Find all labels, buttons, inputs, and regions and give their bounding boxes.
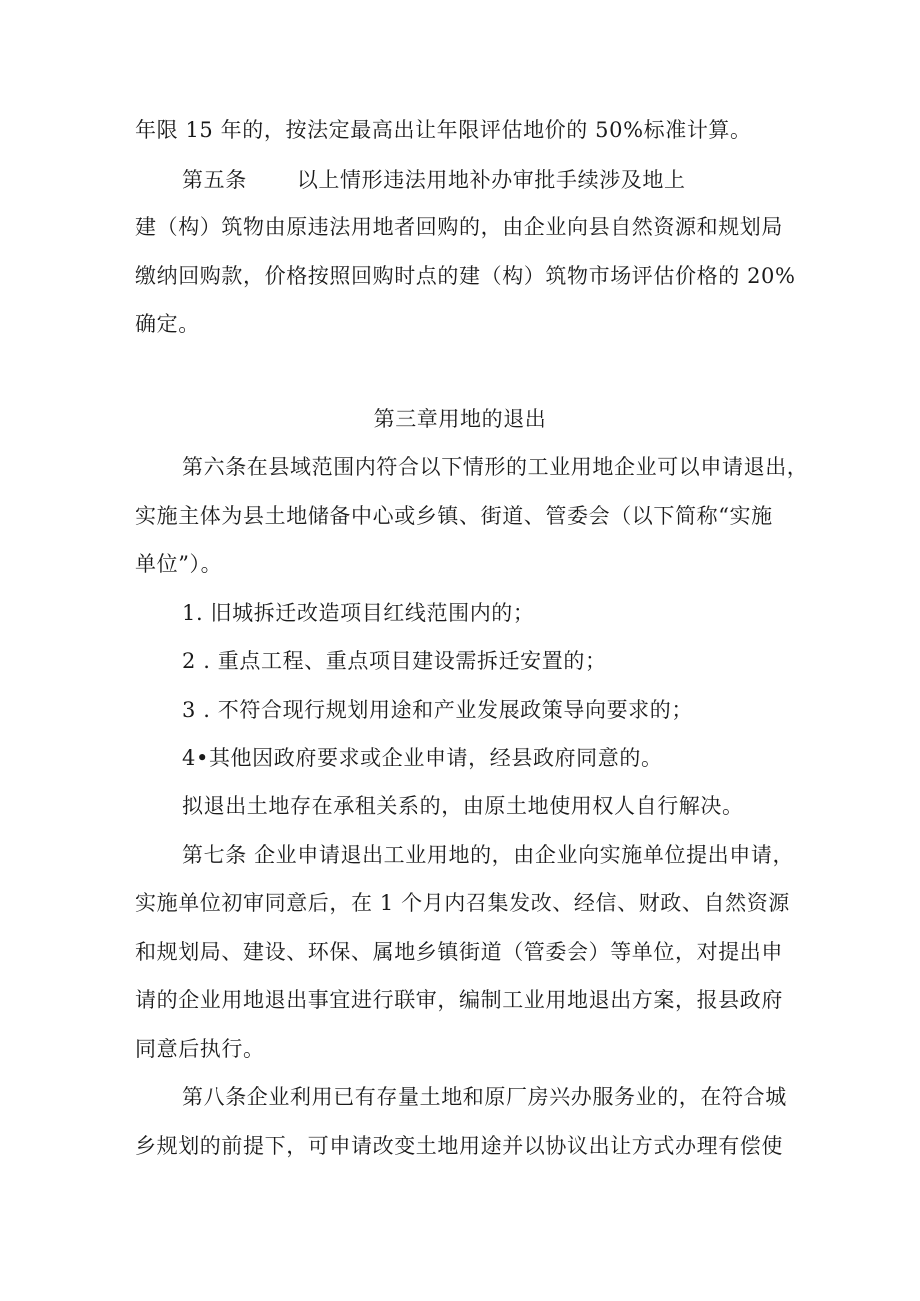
paragraph-line: 和规划局、建设、环保、属地乡镇街道（管委会）等单位，对提出申: [135, 940, 783, 964]
list-item: 1. 旧城拆迁改造项目红线范围内的；: [182, 601, 535, 625]
article-5-text: 以上情形违法用地补办审批手续涉及地上: [296, 168, 686, 192]
paragraph-line: 缴纳回购款，价格按照回购时点的建（构）筑物市场评估价格的 20%: [135, 264, 796, 288]
list-item: 2 . 重点工程、重点项目建设需拆迁安置的；: [182, 649, 607, 673]
chapter-title: 第三章用地的退出: [373, 407, 547, 431]
paragraph-line: 拟退出土地存在承租关系的，由原土地使用权人自行解决。: [182, 794, 744, 818]
article-5-heading: 第五条: [182, 168, 247, 192]
paragraph-line: 确定。: [135, 312, 200, 336]
list-item: 3 . 不符合现行规划用途和产业发展政策导向要求的；: [182, 698, 693, 722]
article-8-line: 第八条企业利用已有存量土地和原厂房兴办服务业的，在符合城: [182, 1085, 787, 1109]
list-item: 4•其他因政府要求或企业申请，经县政府同意的。: [182, 746, 663, 770]
paragraph-line: 乡规划的前提下，可申请改变土地用途并以协议出让方式办理有偿使: [135, 1134, 783, 1158]
paragraph-line: 年限 15 年的，按法定最高出让年限评估地价的 50%标准计算。: [135, 118, 752, 142]
article-6-line: 第六条在县域范围内符合以下情形的工业用地企业可以申请退出，: [182, 455, 809, 479]
article-5-line: [182, 166, 686, 194]
paragraph-line: 实施主体为县土地储备中心或乡镇、街道、管委会（以下简称“实施: [135, 504, 773, 528]
paragraph-line: 实施单位初审同意后，在 1 个月内召集发改、经信、财政、自然资源: [135, 891, 790, 915]
paragraph-line: 单位”）。: [135, 552, 223, 576]
article-7-line: 第七条 企业申请退出工业用地的，由企业向实施单位提出申请，: [182, 843, 795, 867]
paragraph-line: 请的企业用地退出事宜进行联审，编制工业用地退出方案，报县政府: [135, 988, 783, 1012]
paragraph-line: 建（构）筑物由原违法用地者回购的，由企业向县自然资源和规划局: [135, 215, 783, 239]
paragraph-line: 同意后执行。: [135, 1037, 265, 1061]
